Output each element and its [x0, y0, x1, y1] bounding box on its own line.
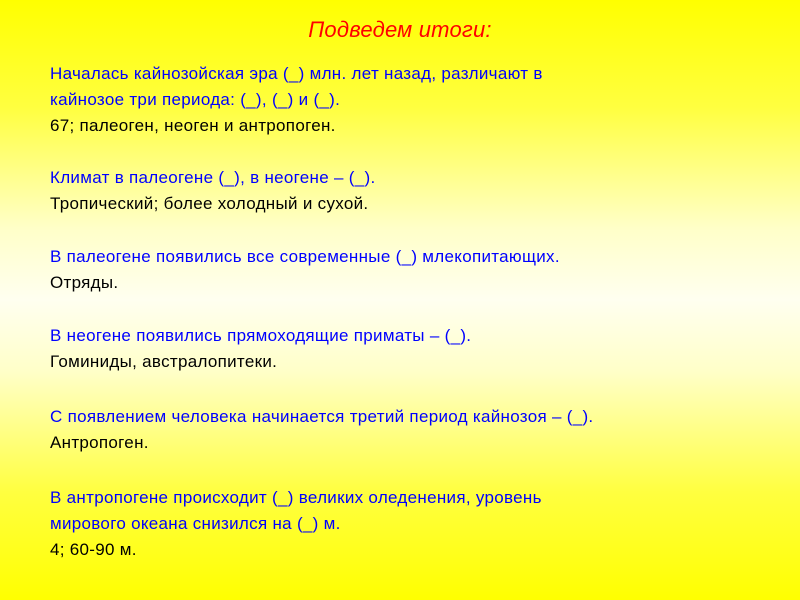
block-3-answer: Отряды. — [50, 273, 119, 292]
block-1-question-line-2: кайнозое три периода: (_), (_) и (_). — [50, 90, 341, 109]
block-5-question: С появлением человека начинается третий период кайнозоя – (_). — [50, 407, 594, 426]
slide-title: Подведем итоги: — [308, 17, 492, 42]
block-6-question-line-1: В антропогене происходит (_) великих оледенения, уровень — [50, 488, 542, 507]
block-1-question-line-1: Началась кайнозойская эра (_) млн. лет назад, различают в — [50, 64, 543, 83]
block-4-question: В неогене появились прямоходящие приматы – (_). — [50, 326, 472, 345]
block-2-question: Климат в палеогене (_), в неогене – (_). — [50, 168, 376, 187]
block-4-answer: Гоминиды, австралопитеки. — [50, 352, 278, 371]
block-6-question-line-2: мирового океана снизился на (_) м. — [50, 514, 341, 533]
block-3-question: В палеогене появились все современные (_) млекопитающих. — [50, 247, 560, 266]
block-6-answer: 4; 60-90 м. — [50, 540, 137, 559]
block-2-answer: Тропический; более холодный и сухой. — [50, 194, 369, 213]
block-1-answer: 67; палеоген, неоген и антропоген. — [50, 116, 336, 135]
block-5-answer: Антропоген. — [50, 433, 149, 452]
